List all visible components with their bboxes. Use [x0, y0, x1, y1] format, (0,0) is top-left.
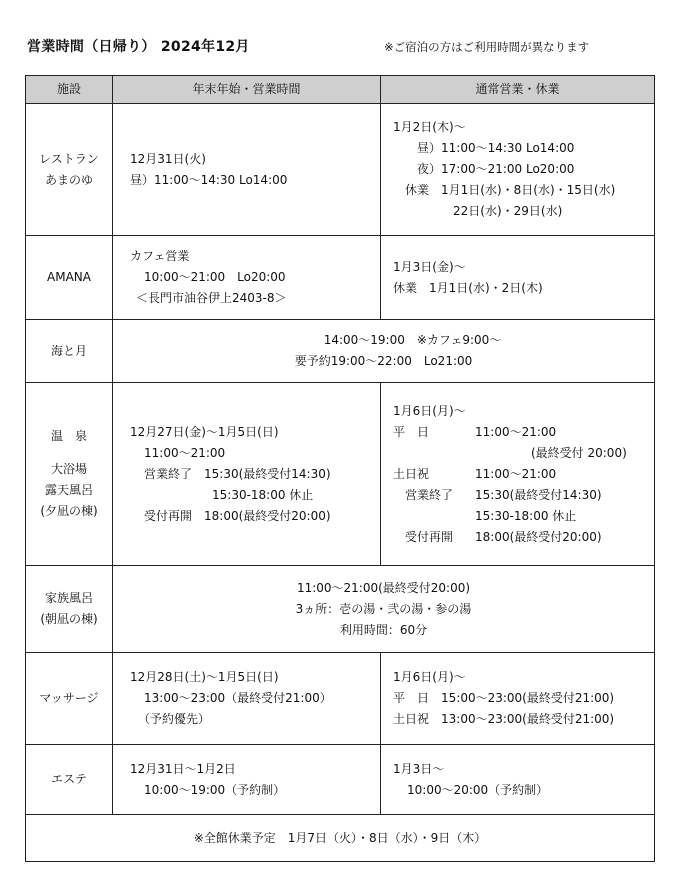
- hours-text: 11:00～21:00: [144, 445, 226, 460]
- table-row-restaurant: [26, 104, 655, 236]
- note-text: （予約優先）: [138, 712, 211, 726]
- hours-text: 10:00～19:00（予約制）: [144, 782, 286, 797]
- status-label: 受付再開: [405, 529, 454, 544]
- facility-amana: AMANA: [26, 236, 113, 320]
- table-row-footer: [26, 815, 655, 862]
- facility-name-sub: 露天風呂: [44, 483, 93, 497]
- facility-name: 温 泉: [50, 429, 87, 443]
- table-row-amana: [26, 236, 655, 320]
- header-regular: 通常営業・休業: [381, 76, 655, 104]
- umi-hours: [113, 320, 655, 383]
- facility-massage: マッサージ: [26, 653, 113, 745]
- hours-text: 平 日 15:00～23:00(最終受付21:00): [393, 691, 615, 705]
- closed-text: 22日(水)・29日(水): [453, 204, 563, 218]
- locations-text: 3ヵ所：壱の湯・弐の湯・参の湯: [295, 601, 472, 616]
- page-title: 営業時間（日帰り） 2024年12月: [27, 39, 250, 55]
- hours-text: 14:00～19:00 ※カフェ9:00～: [323, 333, 502, 347]
- hours-text: 要予約19:00～22:00 Lo21:00: [294, 354, 473, 368]
- hours-text: 11:00～21:00: [475, 424, 557, 439]
- facility-name: 家族風呂: [44, 591, 93, 605]
- hours-table: [25, 75, 655, 862]
- date-text: 1月2日(木)～: [393, 120, 466, 134]
- hours-text: 13:00～23:00（最終受付21:00）: [144, 691, 332, 705]
- facility-name-sub: (朝凪の棟): [40, 612, 98, 626]
- amana-regular: [381, 236, 655, 320]
- hours-text: 昼）11:00～14:30 Lo14:00: [130, 172, 288, 187]
- table-row-family: [26, 566, 655, 653]
- hours-text: 10:00～21:00 Lo20:00: [144, 270, 286, 284]
- date-text: 1月3日(金)～: [393, 259, 466, 274]
- label-text: カフェ営業: [130, 249, 190, 263]
- table-row-este: [26, 745, 655, 815]
- facility-name-sub: 大浴場: [50, 462, 87, 476]
- massage-regular: [381, 653, 655, 745]
- hours-text: 18:00(最終受付20:00): [475, 529, 602, 544]
- table-row-onsen: [26, 383, 655, 566]
- facility-name-sub: あまのゆ: [44, 172, 93, 187]
- facility-este: エステ: [26, 745, 113, 815]
- hours-text: 11:00～21:00: [475, 466, 557, 481]
- amana-year-end: [113, 236, 381, 320]
- date-text: 12月31日(火): [130, 151, 206, 166]
- closed-text: 休業 1月1日(水)・2日(木): [393, 280, 543, 295]
- facility-onsen: [26, 383, 113, 566]
- hours-text: (最終受付 20:00): [531, 445, 627, 460]
- hours-text: 15:30-18:00 休止: [212, 487, 314, 502]
- header-facility: 施設: [26, 76, 113, 104]
- family-hours: [113, 566, 655, 653]
- hours-text: 土日祝 13:00～23:00(最終受付21:00): [393, 712, 615, 726]
- facility-name: レストラン: [39, 151, 99, 166]
- guest-note: ※ご宿泊の方はご利用時間が異なります: [384, 40, 590, 54]
- table-header-row: [26, 76, 655, 104]
- facility-family: [26, 566, 113, 653]
- massage-year-end: [113, 653, 381, 745]
- date-text: 1月6日(月)～: [393, 403, 466, 418]
- date-text: 1月6日(月)～: [393, 670, 466, 684]
- hours-text: 夜）17:00～21:00 Lo20:00: [417, 162, 575, 176]
- date-text: 12月27日(金)～1月5日(日): [130, 424, 279, 439]
- hours-text: 昼）11:00～14:30 Lo14:00: [417, 141, 575, 155]
- restaurant-year-end: [113, 104, 381, 236]
- page-header: [27, 36, 652, 60]
- table-row-massage: [26, 653, 655, 745]
- restaurant-regular: [381, 104, 655, 236]
- table-row-umi: [26, 320, 655, 383]
- facility-name-sub: (夕凪の棟): [40, 504, 98, 518]
- hours-text: 受付再開 18:00(最終受付20:00): [144, 508, 331, 523]
- header-year-end: 年末年始・営業時間: [113, 76, 381, 104]
- onsen-year-end: [113, 383, 381, 566]
- status-label: 営業終了: [405, 487, 454, 502]
- onsen-regular: [381, 383, 655, 566]
- hours-text: 15:30-18:00 休止: [475, 508, 577, 523]
- facility-umi: 海と月: [26, 320, 113, 383]
- hours-text: 営業終了 15:30(最終受付14:30): [144, 466, 331, 481]
- hours-text: 15:30(最終受付14:30): [475, 487, 602, 502]
- duration-text: 利用時間：60分: [339, 622, 428, 637]
- hours-text: 10:00～20:00（予約制）: [407, 782, 549, 797]
- closure-notice: ※全館休業予定 1月7日（火）・8日（水）・9日（木）: [26, 815, 655, 862]
- day-label: 土日祝: [393, 466, 430, 481]
- closed-text: 休業 1月1日(水)・8日(水)・15日(水): [405, 183, 616, 197]
- date-text: 12月31日～1月2日: [130, 761, 236, 776]
- day-label: 平 日: [393, 424, 430, 439]
- address-text: ＜長門市油谷伊上2403-8＞: [136, 291, 287, 305]
- date-text: 12月28日(土)～1月5日(日): [130, 670, 279, 684]
- hours-text: 11:00～21:00(最終受付20:00): [296, 580, 471, 595]
- este-year-end: [113, 745, 381, 815]
- date-text: 1月3日～: [393, 761, 445, 776]
- facility-restaurant: [26, 104, 113, 236]
- este-regular: [381, 745, 655, 815]
